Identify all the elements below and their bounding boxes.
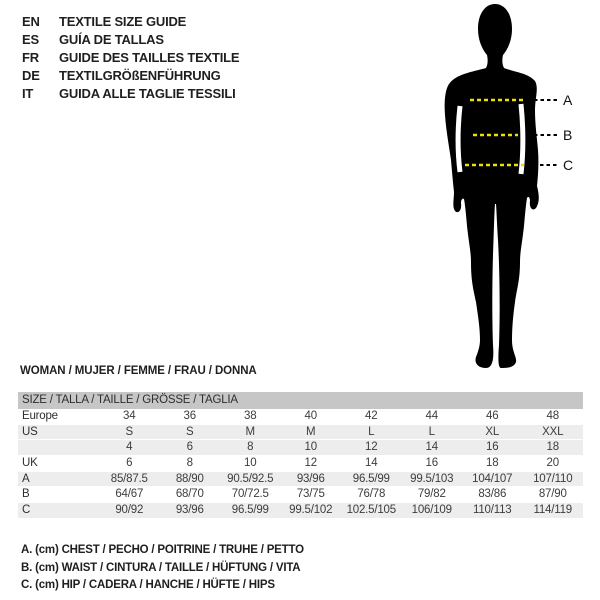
size-cell: 79/82 bbox=[417, 488, 446, 501]
marker-a-label: A bbox=[563, 92, 573, 108]
size-cell: 10 bbox=[304, 441, 317, 454]
size-cell: XXL bbox=[542, 425, 564, 438]
size-cell: 99.5/103 bbox=[410, 472, 454, 485]
size-cell: 10 bbox=[244, 457, 257, 470]
table-row bbox=[18, 440, 583, 456]
size-cell: 6 bbox=[186, 441, 193, 454]
size-cell: 114/119 bbox=[533, 504, 572, 517]
size-table-body bbox=[18, 409, 583, 519]
table-row bbox=[18, 503, 583, 519]
size-cell: 8 bbox=[247, 441, 254, 454]
size-cell: 85/87.5 bbox=[110, 472, 148, 485]
size-cell: 68/70 bbox=[175, 488, 204, 501]
size-cell: 4 bbox=[126, 441, 133, 454]
language-code: ES bbox=[22, 32, 39, 47]
size-cell: 14 bbox=[365, 457, 378, 470]
language-code: EN bbox=[22, 14, 40, 29]
size-cell: S bbox=[125, 425, 133, 438]
marker-c-label: C bbox=[563, 157, 574, 173]
size-cell: 76/78 bbox=[357, 488, 386, 501]
size-cell: M bbox=[306, 425, 316, 438]
size-cell: 104/107 bbox=[472, 472, 513, 485]
size-cell: 70/72.5 bbox=[231, 488, 269, 501]
size-cell: 93/96 bbox=[175, 504, 204, 517]
language-code: FR bbox=[22, 50, 39, 65]
size-cell: 106/109 bbox=[411, 504, 452, 517]
language-row bbox=[22, 49, 239, 67]
table-row bbox=[18, 487, 583, 503]
body-measurement-figure bbox=[420, 0, 590, 378]
size-cell: 99.5/102 bbox=[289, 504, 333, 517]
size-cell: 83/86 bbox=[478, 488, 507, 501]
size-cell: 16 bbox=[486, 441, 499, 454]
row-label: A bbox=[22, 472, 30, 485]
size-cell: 18 bbox=[486, 457, 499, 470]
marker-b-label: B bbox=[563, 127, 573, 143]
row-label: UK bbox=[22, 457, 38, 470]
size-cell: XL bbox=[485, 425, 500, 438]
row-label: B bbox=[22, 488, 30, 501]
size-cell: 12 bbox=[365, 441, 378, 454]
size-cell: 93/96 bbox=[296, 472, 325, 485]
size-cell: 90/92 bbox=[115, 504, 144, 517]
size-cell: 6 bbox=[126, 457, 133, 470]
legend-item: B. (cm) WAIST / CINTURA / TAILLE / HÜFTUNG / VITA bbox=[21, 561, 301, 574]
size-cell: M bbox=[245, 425, 255, 438]
size-cell: S bbox=[186, 425, 194, 438]
size-cell: 20 bbox=[546, 457, 559, 470]
language-row bbox=[22, 31, 239, 49]
language-row bbox=[22, 67, 239, 85]
size-cell: 8 bbox=[186, 457, 193, 470]
language-title: TEXTILGRÖßENFÜHRUNG bbox=[59, 68, 221, 83]
row-label bbox=[18, 440, 99, 455]
table-row bbox=[18, 472, 583, 488]
size-cell: L bbox=[368, 425, 375, 438]
right-arm-gap bbox=[521, 104, 523, 174]
size-cell: 48 bbox=[546, 410, 559, 422]
size-cell: 18 bbox=[546, 441, 559, 454]
size-cell: 102.5/105 bbox=[346, 504, 396, 517]
table-row bbox=[18, 456, 583, 472]
size-cell: L bbox=[428, 425, 435, 438]
row-label: C bbox=[22, 504, 31, 517]
size-cell: 96.5/99 bbox=[231, 504, 269, 517]
language-title: GUIDA ALLE TAGLIE TESSILI bbox=[59, 86, 236, 101]
size-table-header: SIZE / TALLA / TAILLE / GRÖSSE / TAGLIA bbox=[18, 392, 583, 409]
table-row bbox=[18, 425, 583, 441]
language-row bbox=[22, 13, 239, 31]
legend-item: C. (cm) HIP / CADERA / HANCHE / HÜFTE / HIPS bbox=[21, 579, 275, 591]
woman-silhouette-diagram bbox=[420, 0, 590, 378]
row-label: US bbox=[22, 425, 38, 438]
language-title: TEXTILE SIZE GUIDE bbox=[59, 14, 187, 29]
size-cell: 14 bbox=[425, 441, 438, 454]
language-row bbox=[22, 85, 239, 103]
size-cell: 88/90 bbox=[175, 472, 204, 485]
size-cell: 16 bbox=[425, 457, 438, 470]
legend-item: A. (cm) CHEST / PECHO / POITRINE / TRUHE / PETTO bbox=[21, 544, 304, 556]
size-cell: 42 bbox=[365, 410, 378, 422]
size-cell: 34 bbox=[123, 410, 136, 422]
row-label: Europe bbox=[22, 410, 58, 422]
size-cell: 107/110 bbox=[533, 472, 573, 485]
section-title: WOMAN / MUJER / FEMME / FRAU / DONNA bbox=[20, 365, 257, 377]
size-table bbox=[18, 392, 583, 519]
language-title-list bbox=[22, 13, 239, 103]
size-cell: 64/67 bbox=[115, 488, 144, 501]
table-row bbox=[18, 409, 583, 425]
size-cell: 44 bbox=[425, 410, 438, 422]
size-cell: 73/75 bbox=[296, 488, 325, 501]
language-code: DE bbox=[22, 68, 40, 83]
size-cell: 110/113 bbox=[473, 504, 512, 517]
size-cell: 36 bbox=[183, 410, 196, 422]
size-cell: 38 bbox=[244, 410, 257, 422]
measurement-legend bbox=[21, 542, 304, 595]
size-cell: 87/90 bbox=[538, 488, 567, 501]
size-cell: 40 bbox=[304, 410, 317, 422]
language-title: GUÍA DE TALLAS bbox=[59, 32, 164, 47]
size-cell: 46 bbox=[486, 410, 499, 422]
left-arm-gap bbox=[458, 106, 460, 172]
size-cell: 12 bbox=[304, 457, 317, 470]
language-code: IT bbox=[22, 86, 34, 101]
size-cell: 96.5/99 bbox=[352, 472, 390, 485]
size-cell: 90.5/92.5 bbox=[227, 472, 274, 485]
woman-silhouette bbox=[445, 4, 539, 368]
language-title: GUIDE DES TAILLES TEXTILE bbox=[59, 50, 240, 65]
